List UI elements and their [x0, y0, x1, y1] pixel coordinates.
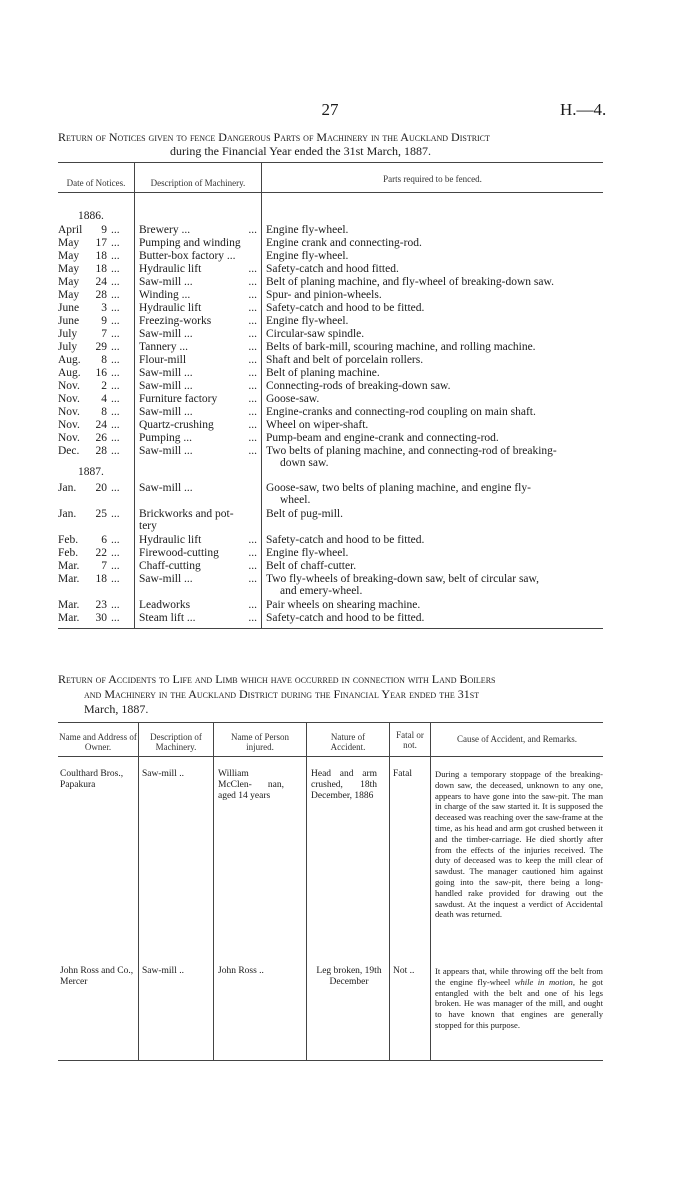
year-1886: 1886.: [78, 210, 104, 222]
notice-machinery-label: Saw-mill ...: [139, 328, 193, 340]
notice-machinery: [139, 573, 261, 585]
acc1-owner: Coulthard Bros., Papakura: [60, 769, 124, 790]
notice-machinery-dots: ...: [248, 354, 257, 366]
notice-machinery: [139, 508, 261, 532]
notice-parts: [266, 289, 606, 301]
notice-machinery-dots: ...: [248, 445, 257, 457]
notice-date: [58, 482, 133, 494]
notice-parts: [266, 354, 606, 366]
notice-date: [58, 250, 133, 262]
notice-day: 3: [101, 302, 107, 314]
notice-date: [58, 276, 133, 288]
notice-date-dots: ...: [111, 315, 120, 327]
notice-machinery-dots: ...: [248, 534, 257, 546]
notice-parts-text-2: and emery-wheel.: [280, 585, 363, 597]
notice-parts: [266, 482, 606, 506]
notice-month: Nov.: [58, 419, 80, 431]
notice-day: 18: [95, 573, 107, 585]
notice-machinery: [139, 367, 261, 379]
notice-machinery-label: Hydraulic lift: [139, 263, 202, 275]
notice-machinery: [139, 289, 261, 301]
notice-date: [58, 432, 133, 444]
notice-date-dots: ...: [111, 367, 120, 379]
notice-parts-text: Belt of planing machine, and fly-wheel of breaking-down saw.: [266, 276, 554, 288]
acc2-fatal: Not ..: [393, 966, 415, 976]
notice-date-dots: ...: [111, 263, 120, 275]
notice-date: [58, 237, 133, 249]
notice-parts: [266, 302, 606, 314]
notice-parts: [266, 560, 606, 572]
accidents-top-rule: [58, 722, 603, 723]
header-nature: Nature of Accident.: [330, 732, 366, 752]
notice-month: Nov.: [58, 393, 80, 405]
notice-parts: [266, 445, 606, 469]
notice-machinery-label: Freezing-works: [139, 315, 212, 327]
notice-date: [58, 599, 133, 611]
notice-month: May: [58, 276, 80, 288]
notice-parts-text: Belt of planing machine.: [266, 367, 380, 379]
notice-month: May: [58, 263, 80, 275]
notice-date-dots: ...: [111, 289, 120, 301]
notice-machinery-label: Quartz-crushing: [139, 419, 214, 431]
accidents-bottom-rule: [58, 1060, 603, 1061]
notice-parts: [266, 315, 606, 327]
notice-parts: [266, 419, 606, 431]
notice-date: [58, 315, 133, 327]
notice-machinery-label: Flour-mill: [139, 354, 187, 366]
notice-date-dots: ...: [111, 276, 120, 288]
notices-col-divider-1: [134, 162, 135, 628]
notice-date-dots: ...: [111, 250, 120, 262]
notice-machinery-dots: ...: [248, 612, 257, 624]
notice-parts: [266, 508, 606, 520]
notice-date-dots: ...: [111, 328, 120, 340]
notice-machinery-label: Leadworks: [139, 599, 191, 611]
notice-machinery-label: Tannery ...: [139, 341, 189, 353]
acc2-person: John Ross ..: [218, 966, 264, 976]
notice-parts-text-2: down saw.: [280, 457, 329, 469]
notice-date: [58, 612, 133, 624]
notice-day: 6: [101, 534, 107, 546]
notices-top-rule: [58, 162, 603, 163]
notice-machinery-dots: ...: [248, 573, 257, 585]
notice-date: [58, 302, 133, 314]
notice-month: Mar.: [58, 573, 80, 585]
notice-day: 7: [101, 328, 107, 340]
notice-parts-text: Safety-catch and hood to be fitted.: [266, 612, 425, 624]
accidents-col-divider-4: [389, 722, 390, 1060]
accidents-col-divider-1: [138, 722, 139, 1060]
notice-machinery: [139, 534, 261, 546]
notice-month: Mar.: [58, 560, 80, 572]
notice-parts-text: Belts of bark-mill, scouring machine, and rolling machine.: [266, 341, 536, 353]
notice-day: 25: [95, 508, 107, 520]
notice-machinery-label: Firewood-cutting: [139, 547, 219, 559]
notice-day: 28: [95, 289, 107, 301]
notice-day: 7: [101, 560, 107, 572]
notice-parts: [266, 328, 606, 340]
notice-date-dots: ...: [111, 341, 120, 353]
notice-date-dots: ...: [111, 508, 120, 520]
notice-month: July: [58, 341, 78, 353]
notice-date: [58, 406, 133, 418]
notice-parts: [266, 276, 606, 288]
notice-machinery-dots: ...: [248, 263, 257, 275]
notice-date: [58, 573, 133, 585]
notice-machinery-label: Saw-mill ...: [139, 380, 193, 392]
notice-month: June: [58, 315, 80, 327]
accidents-header-rule: [58, 756, 603, 757]
notice-month: Jan.: [58, 482, 77, 494]
notice-date: [58, 508, 133, 520]
notice-machinery: [139, 419, 261, 431]
acc2-cause-emphasis: while in motion: [514, 976, 573, 987]
notice-machinery-dots: ...: [248, 224, 257, 236]
notice-date: [58, 534, 133, 546]
notice-month: May: [58, 250, 80, 262]
notice-day: 28: [95, 445, 107, 457]
notice-month: July: [58, 328, 78, 340]
notice-date: [58, 547, 133, 559]
notice-machinery-label: Chaff-cutting: [139, 560, 201, 572]
notice-parts: [266, 263, 606, 275]
notice-month: May: [58, 289, 80, 301]
header-date: Date of Notices.: [66, 178, 126, 188]
header-acc-description: Description of Machinery.: [150, 732, 202, 752]
notice-date: [58, 393, 133, 405]
accidents-col-divider-3: [306, 722, 307, 1060]
notice-date-dots: ...: [111, 354, 120, 366]
notices-title-line1: Return of Notices given to fence Dangerous Parts of Machinery in the Auckland District: [58, 130, 490, 144]
notice-machinery: [139, 432, 261, 444]
acc1-cause: During a temporary stoppage of the breaking-down saw, the deceased, unknown to any one, appears to have gone into the saw-pit. The man in charge of the saw started it. It is supposed the deceased was reaching over the saw-frame at the time, as his head and arm got crushed between it and the timber-carriage. He died shortly after from the effects of the injuries received. The duty of deceased was to keep the mill clear of sawdust. The manager cautioned him against going into the saw-pit, there being a long-handled rake provided for drawing out the sawdust. At the inquest a verdict of Accidental death was returned.: [435, 769, 603, 920]
notice-day: 9: [101, 315, 107, 327]
notice-month: June: [58, 302, 80, 314]
notice-machinery: [139, 224, 261, 236]
notice-machinery: [139, 445, 261, 457]
notice-parts-text: Connecting-rods of breaking-down saw.: [266, 380, 451, 392]
header-cause: Cause of Accident, and Remarks.: [457, 734, 577, 744]
accidents-title-line2: and Machinery in the Auckland District during the Financial Year ended the 31st: [84, 687, 480, 701]
notice-day: 30: [95, 612, 107, 624]
notice-parts-text: Safety-catch and hood fitted.: [266, 263, 399, 275]
notice-machinery: [139, 354, 261, 366]
notice-day: 17: [95, 237, 107, 249]
notice-machinery-dots: ...: [248, 432, 257, 444]
notice-parts: [266, 432, 606, 444]
acc1-person: William McClen- nan, aged 14 years: [218, 769, 284, 801]
notice-machinery-dots: ...: [248, 599, 257, 611]
notice-parts-text: Wheel on wiper-shaft.: [266, 419, 369, 431]
accidents-col-divider-2: [213, 722, 214, 1060]
notice-parts-text: Two belts of planing machine, and connecting-rod of breaking-: [266, 445, 557, 457]
notice-machinery-label: Saw-mill ...: [139, 367, 193, 379]
notice-machinery-label: Saw-mill ...: [139, 406, 193, 418]
notice-month: Feb.: [58, 547, 79, 559]
notice-machinery-label: Saw-mill ...: [139, 445, 193, 457]
notice-date: [58, 560, 133, 572]
notice-day: 29: [95, 341, 107, 353]
notice-day: 24: [95, 419, 107, 431]
notice-date: [58, 289, 133, 301]
acc2-owner: John Ross and Co., Mercer: [60, 966, 134, 987]
notice-machinery: [139, 250, 261, 262]
notice-machinery-label: Winding ...: [139, 289, 191, 301]
notice-parts-text: Engine fly-wheel.: [266, 224, 349, 236]
notice-parts: [266, 250, 606, 262]
notice-month: Nov.: [58, 406, 80, 418]
acc1-fatal: Fatal: [393, 769, 412, 779]
notice-machinery: [139, 393, 261, 405]
notice-machinery-dots: ...: [248, 289, 257, 301]
accidents-title-line1: Return of Accidents to Life and Limb which have occurred in connection with Land Boilers: [58, 672, 496, 686]
notice-month: Nov.: [58, 432, 80, 444]
notice-parts: [266, 237, 606, 249]
notice-machinery-dots: ...: [248, 560, 257, 572]
notice-parts-text: Engine fly-wheel.: [266, 547, 349, 559]
notice-machinery-dots: ...: [248, 393, 257, 405]
notice-machinery-label: Brewery ...: [139, 224, 191, 236]
notice-day: 9: [101, 224, 107, 236]
notice-machinery-label: Pumping and winding: [139, 237, 241, 249]
notice-machinery-label: Saw-mill ...: [139, 276, 193, 288]
notice-day: 16: [95, 367, 107, 379]
notice-machinery: [139, 599, 261, 611]
notice-date: [58, 419, 133, 431]
notice-month: Jan.: [58, 508, 77, 520]
notice-parts: [266, 599, 606, 611]
notice-date: [58, 354, 133, 366]
accidents-title-line3: March, 1887.: [84, 702, 149, 716]
notice-parts: [266, 393, 606, 405]
notice-parts-text: Pair wheels on shearing machine.: [266, 599, 421, 611]
notice-date: [58, 367, 133, 379]
notice-date-dots: ...: [111, 599, 120, 611]
notice-day: 22: [95, 547, 107, 559]
notice-machinery: [139, 547, 261, 559]
notices-header-rule: [58, 192, 603, 193]
notice-day: 4: [101, 393, 107, 405]
notice-parts: [266, 224, 606, 236]
notice-date-dots: ...: [111, 445, 120, 457]
notice-parts-text-2: wheel.: [280, 494, 311, 506]
notice-machinery: [139, 276, 261, 288]
header-fatal: Fatal or not.: [396, 730, 424, 750]
notice-machinery-label-2: tery: [139, 520, 157, 532]
notice-machinery: [139, 328, 261, 340]
notice-date-dots: ...: [111, 560, 120, 572]
notice-month: Dec.: [58, 445, 80, 457]
notice-date-dots: ...: [111, 573, 120, 585]
notice-month: May: [58, 237, 80, 249]
notice-date-dots: ...: [111, 302, 120, 314]
notice-date: [58, 224, 133, 236]
acc1-description: Saw-mill ..: [142, 769, 184, 779]
notice-parts: [266, 573, 606, 597]
notice-day: 18: [95, 250, 107, 262]
notice-parts-text: Engine fly-wheel.: [266, 315, 349, 327]
notice-machinery-dots: ...: [248, 419, 257, 431]
acc2-cause-pre: It appears that, while throwing off the belt from the engine fly-wheel: [435, 966, 603, 987]
notice-day: 8: [101, 354, 107, 366]
acc2-description: Saw-mill ..: [142, 966, 184, 976]
notice-date: [58, 445, 133, 457]
notice-machinery: [139, 560, 261, 572]
notice-day: 23: [95, 599, 107, 611]
notice-parts: [266, 547, 606, 559]
notice-day: 26: [95, 432, 107, 444]
notice-machinery: [139, 380, 261, 392]
notice-date-dots: ...: [111, 393, 120, 405]
notice-machinery: [139, 341, 261, 353]
acc2-nature: Leg broken, 19th December: [316, 966, 382, 987]
notice-machinery: [139, 263, 261, 275]
notice-parts-text: Belt of pug-mill.: [266, 508, 343, 520]
notice-parts-text: Engine fly-wheel.: [266, 250, 349, 262]
page-reference: H.—4.: [560, 100, 607, 119]
acc2-cause: [435, 966, 603, 1031]
notice-machinery-dots: ...: [248, 406, 257, 418]
header-description: Description of Machinery.: [150, 178, 246, 188]
notice-month: Mar.: [58, 599, 80, 611]
header-parts: Parts required to be fenced.: [383, 174, 482, 184]
notice-parts-text: Circular-saw spindle.: [266, 328, 365, 340]
notice-date-dots: ...: [111, 534, 120, 546]
notice-date: [58, 341, 133, 353]
notice-parts-text: Belt of chaff-cutter.: [266, 560, 357, 572]
notice-date-dots: ...: [111, 419, 120, 431]
notice-machinery-dots: ...: [248, 380, 257, 392]
notice-parts-text: Shaft and belt of porcelain rollers.: [266, 354, 424, 366]
notice-day: 2: [101, 380, 107, 392]
notice-parts: [266, 341, 606, 353]
notice-parts: [266, 406, 606, 418]
notice-machinery: [139, 482, 261, 494]
notice-day: 24: [95, 276, 107, 288]
header-person: Name of Person injured.: [231, 732, 289, 752]
notice-machinery-dots: ...: [248, 341, 257, 353]
notice-month: Nov.: [58, 380, 80, 392]
notice-month: Aug.: [58, 367, 81, 379]
notice-month: Mar.: [58, 612, 80, 624]
notice-machinery-dots: ...: [248, 547, 257, 559]
notice-parts-text: Safety-catch and hood to be fitted.: [266, 302, 425, 314]
notices-bottom-rule: [58, 628, 603, 629]
notice-machinery-label: Pumping ...: [139, 432, 193, 444]
notice-date-dots: ...: [111, 482, 120, 494]
header-owner: Name and Address of Owner.: [59, 732, 137, 752]
notice-date: [58, 380, 133, 392]
notice-machinery: [139, 315, 261, 327]
notice-machinery-label: Furniture factory: [139, 393, 218, 405]
notice-day: 18: [95, 263, 107, 275]
year-1887: 1887.: [78, 466, 104, 478]
notice-parts: [266, 380, 606, 392]
notice-parts-text: Safety-catch and hood to be fitted.: [266, 534, 425, 546]
notice-parts: [266, 367, 606, 379]
notice-date: [58, 328, 133, 340]
notice-parts-text: Spur- and pinion-wheels.: [266, 289, 382, 301]
notice-machinery-dots: ...: [248, 367, 257, 379]
notice-date-dots: ...: [111, 612, 120, 624]
notice-parts-text: Pump-beam and engine-crank and connecting-rod.: [266, 432, 499, 444]
notice-date-dots: ...: [111, 432, 120, 444]
notice-machinery: [139, 406, 261, 418]
notice-day: 20: [95, 482, 107, 494]
notice-machinery-label: Hydraulic lift: [139, 302, 202, 314]
notice-machinery-label: Steam lift ...: [139, 612, 196, 624]
notices-col-divider-2: [261, 162, 262, 628]
notice-day: 8: [101, 406, 107, 418]
notice-date: [58, 263, 133, 275]
notice-parts: [266, 534, 606, 546]
acc1-nature: Head and arm crushed, 18th December, 1886: [311, 769, 377, 801]
notices-title-line2: during the Financial Year ended the 31st March, 1887.: [170, 144, 431, 158]
notice-date-dots: ...: [111, 406, 120, 418]
acc2-cause-post: , he got entangled with the belt and one of his legs broken. He was manager of the mill, and ought to have known that engines are generally stopped for this purpose.: [435, 976, 603, 1030]
page-number: 27: [321, 100, 339, 119]
notice-machinery-label: Saw-mill ...: [139, 573, 193, 585]
notice-date-dots: ...: [111, 224, 120, 236]
notice-date-dots: ...: [111, 547, 120, 559]
notice-machinery-label: Saw-mill ...: [139, 482, 193, 494]
notice-machinery: [139, 612, 261, 624]
notice-month: Aug.: [58, 354, 81, 366]
notice-machinery: [139, 302, 261, 314]
notice-month: Feb.: [58, 534, 79, 546]
notice-date-dots: ...: [111, 380, 120, 392]
accidents-col-divider-5: [430, 722, 431, 1060]
notice-machinery-dots: ...: [248, 315, 257, 327]
notice-parts-text: Goose-saw.: [266, 393, 320, 405]
notice-machinery-label: Hydraulic lift: [139, 534, 202, 546]
notice-machinery-label: Butter-box factory ...: [139, 250, 236, 262]
notice-machinery-dots: ...: [248, 276, 257, 288]
notice-machinery-dots: ...: [248, 302, 257, 314]
notice-machinery-label: Brickworks and pot-: [139, 508, 234, 520]
notice-parts-text: Goose-saw, two belts of planing machine, and engine fly-: [266, 482, 531, 494]
notice-parts-text: Engine-cranks and connecting-rod coupling on main shaft.: [266, 406, 536, 418]
notice-date-dots: ...: [111, 237, 120, 249]
notice-month: April: [58, 224, 83, 236]
notice-machinery: [139, 237, 261, 249]
notice-parts: [266, 612, 606, 624]
notice-machinery-dots: ...: [248, 328, 257, 340]
notice-parts-text: Two fly-wheels of breaking-down saw, belt of circular saw,: [266, 573, 539, 585]
notice-parts-text: Engine crank and connecting-rod.: [266, 237, 422, 249]
